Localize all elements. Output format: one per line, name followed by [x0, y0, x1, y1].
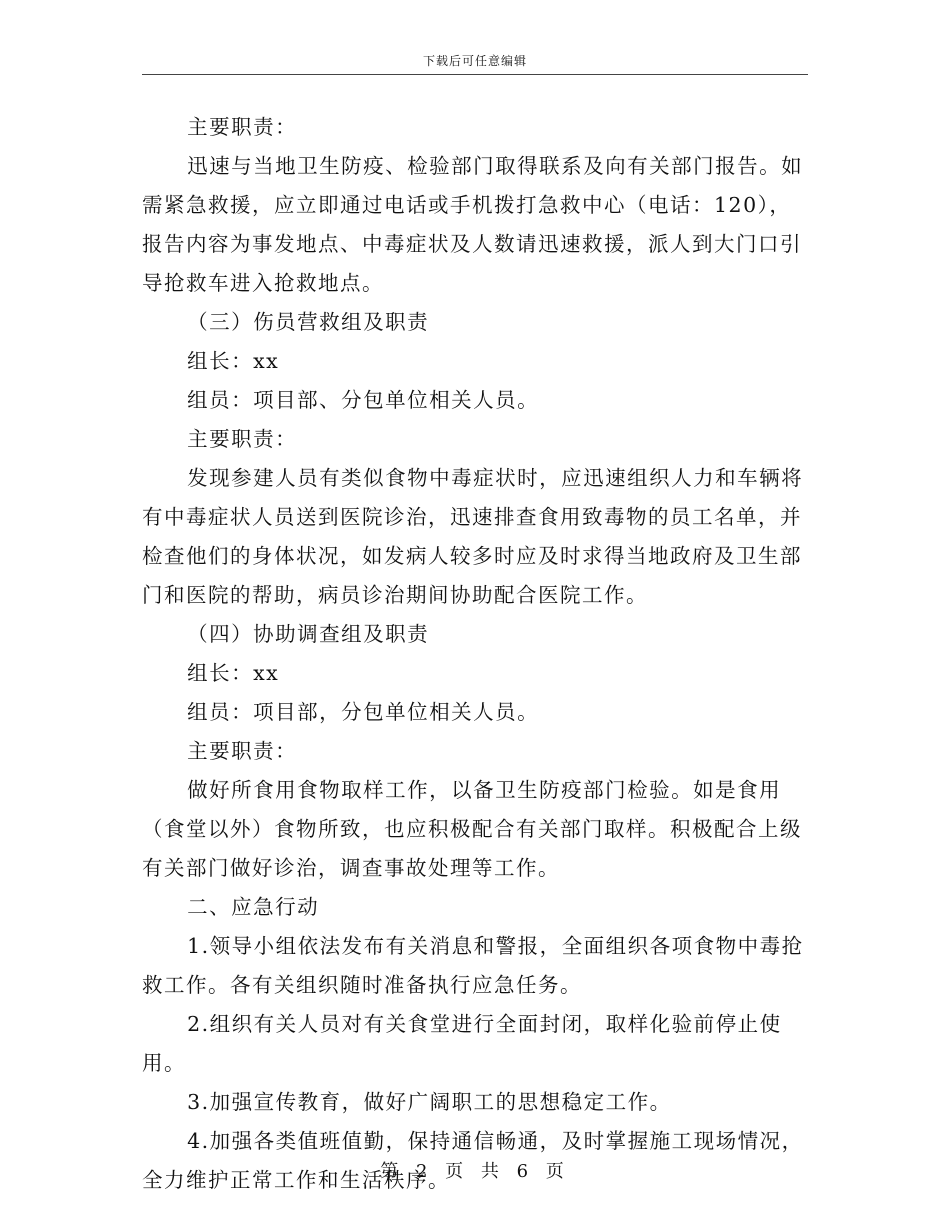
- document-body: [142, 108, 812, 1200]
- header-rule: [142, 74, 808, 75]
- paragraph: 主要职责：: [187, 739, 298, 763]
- section-heading: （三）伤员营救组及职责: [187, 310, 430, 334]
- paragraph: 迅速与当地卫生防疫、检验部门取得联系及向有关部门报告。如需紧急救援，应立即通过电话或手机拨打急救中心（电话：120），报告内容为事发地点、中毒症状及人数请迅速救援，派人到大门口引导抢救车进入抢救地点。: [142, 154, 804, 295]
- paragraph: 组长：xx: [187, 349, 280, 373]
- paragraph: 做好所食用食物取样工作，以备卫生防疫部门检验。如是食用（食堂以外）食物所致，也应积极配合有关部门取样。积极配合上级有关部门做好诊治，调查事故处理等工作。: [142, 778, 802, 880]
- paragraph: 主要职责：: [187, 427, 298, 451]
- page-footer: 第 2 页 共 6 页: [380, 1161, 570, 1182]
- paragraph: 主要职责：: [187, 115, 298, 139]
- list-item: 1.领导小组依法发布有关消息和警报，全面组织各项食物中毒抢救工作。各有关组织随时准备执行应急任务。: [142, 934, 804, 997]
- section-heading: 二、应急行动: [187, 895, 320, 919]
- page-header: 下载后可任意编辑: [422, 54, 527, 68]
- list-item: 2.组织有关人员对有关食堂进行全面封闭，取样化验前停止使用。: [142, 1012, 782, 1075]
- paragraph: 发现参建人员有类似食物中毒症状时，应迅速组织人力和车辆将有中毒症状人员送到医院诊治，迅速排查食用致毒物的员工名单，并检查他们的身体状况，如发病人较多时应及时求得当地政府及卫生部门和医院的帮助，病员诊治期间协助配合医院工作。: [142, 466, 804, 607]
- paragraph: 组员：项目部、分包单位相关人员。: [187, 388, 540, 412]
- list-item: 4.加强各类值班值勤，保持通信畅通，及时掌握施工现场情况，全力维护正常工作和生活秩序。: [142, 1129, 804, 1192]
- paragraph: 组员：项目部，分包单位相关人员。: [187, 700, 540, 724]
- list-item: 3.加强宣传教育，做好广阔职工的思想稳定工作。: [187, 1090, 672, 1114]
- section-heading: （四）协助调查组及职责: [187, 622, 430, 646]
- paragraph: 组长：xx: [187, 661, 280, 685]
